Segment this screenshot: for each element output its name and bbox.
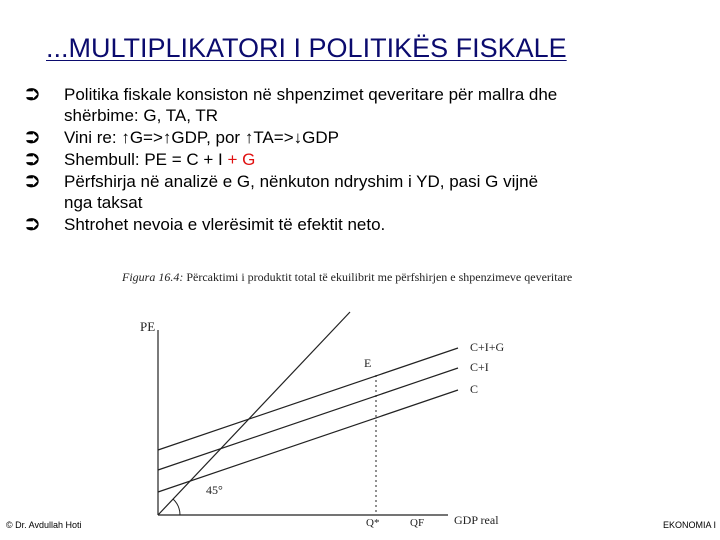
- bullet-item: [24, 84, 704, 126]
- tick-label-q-star: Q*: [366, 517, 380, 529]
- bullet-prefix: Shembull: PE = C + I: [64, 150, 228, 169]
- bullet-item: [24, 149, 704, 170]
- figure-caption-label: Figura 16.4:: [122, 270, 184, 284]
- figure-diagram: [118, 270, 648, 532]
- bullet-text: Shtrohet nevoia e vlerësimit të efektit neto.: [64, 215, 386, 234]
- right-arrow-bullet-icon: ⮊: [26, 215, 39, 234]
- tick-label-qf: QF: [410, 517, 425, 529]
- bullet-text-continued: shërbime: G, TA, TR: [64, 106, 218, 125]
- footer-author: © Dr. Avdullah Hoti: [6, 520, 82, 530]
- bullet-text: Politika fiskale konsiston në shpenzimet qeveritare për mallra dhe: [64, 85, 558, 104]
- footer-course: EKONOMIA I: [662, 520, 716, 530]
- angle-arc: [173, 499, 180, 515]
- line-label-c-i: C+I: [470, 360, 489, 374]
- right-arrow-bullet-icon: ⮊: [26, 128, 39, 147]
- slide-title: ...MULTIPLIKATORI I POLITIKËS FISKALE: [46, 33, 567, 63]
- bullet-item: [24, 171, 704, 213]
- bullet-separator: , por: [206, 128, 245, 147]
- right-arrow-bullet-icon: ⮊: [26, 85, 39, 104]
- line-c-i-g: [158, 348, 458, 450]
- forty-five-degree-line: [158, 312, 350, 515]
- figure: [118, 270, 648, 532]
- x-axis-label: GDP real: [454, 513, 499, 527]
- line-label-c-i-g: C+I+G: [470, 340, 505, 354]
- line-c: [158, 390, 458, 492]
- bullet-prefix: Vini re:: [64, 128, 122, 147]
- bullet-formula-b: ↑TA=>↓GDP: [244, 128, 339, 147]
- right-arrow-bullet-icon: ⮊: [26, 172, 39, 191]
- bullet-item: [24, 214, 704, 235]
- angle-label: 45°: [206, 483, 223, 497]
- bullet-list: [24, 84, 704, 236]
- bullet-text: Përfshirja në analizë e G, nënkuton ndryshim i YD, pasi G vijnë: [64, 172, 539, 191]
- figure-caption-text: Përcaktimi i produktit total të ekuilibrit me përfshirjen e shpenzimeve qeveritare: [186, 270, 573, 284]
- bullet-formula-a: ↑G=>↑GDP: [121, 128, 207, 147]
- equilibrium-point-label: E: [364, 356, 372, 370]
- right-arrow-bullet-icon: ⮊: [26, 150, 39, 169]
- line-c-i: [158, 368, 458, 470]
- line-label-c: C: [470, 382, 479, 396]
- bullet-item: [24, 127, 704, 148]
- bullet-text-continued: nga taksat: [64, 193, 143, 212]
- bullet-highlight: + G: [227, 150, 256, 169]
- y-axis-label: PE: [140, 319, 156, 334]
